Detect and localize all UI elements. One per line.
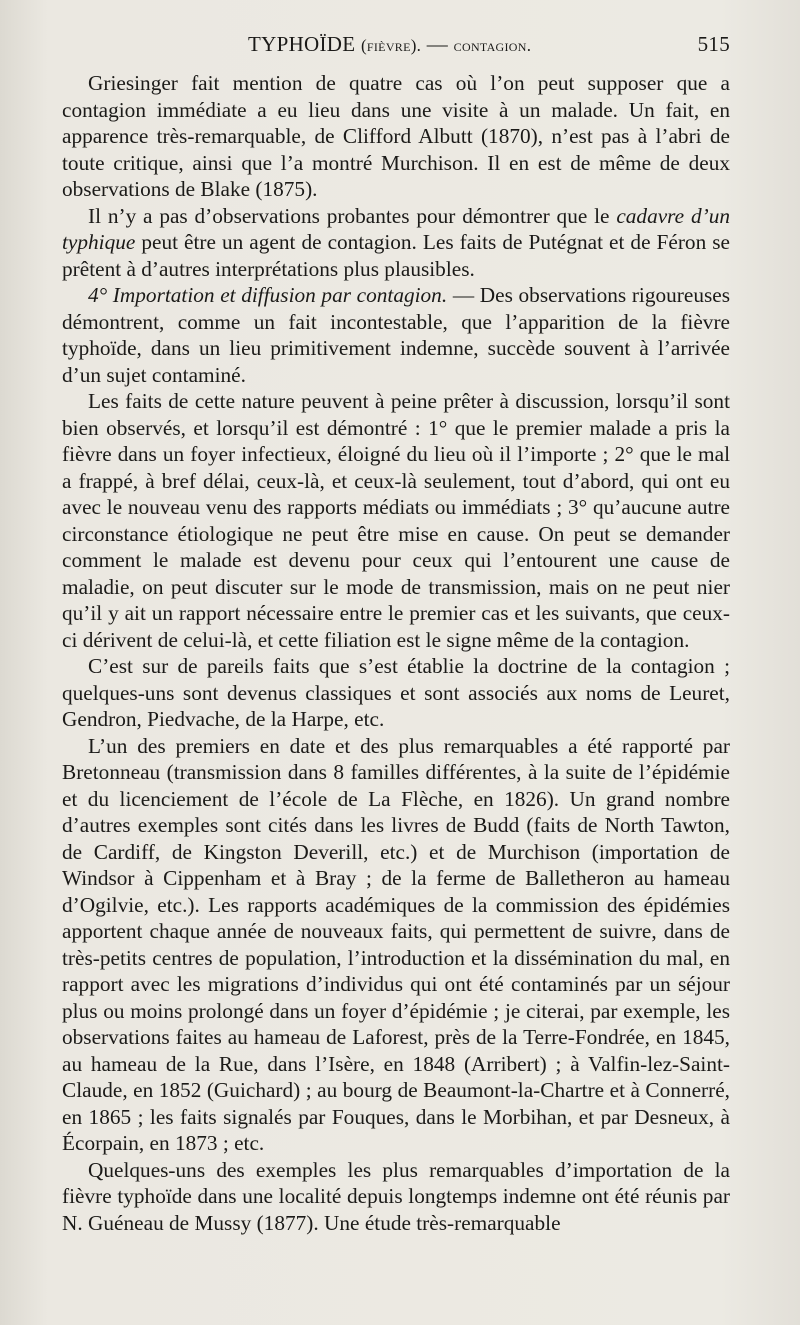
header-section: contagion. <box>453 36 532 55</box>
running-header <box>62 32 730 62</box>
paragraph: Quelques-uns des exemples les plus remarquables d’importation de la fièvre typhoïde dans une localité depuis longtemps indemne ont été réunis par N. Guéneau de Mussy (1877). Une étude très-remarquable <box>62 1157 730 1235</box>
paragraph: Griesinger fait mention de quatre cas où l’on peut supposer que a contagion immédiate a eu lieu dans une visite à un malade. Un fait, en apparence très-remarquable, de Clifford Albutt (1870), n’est pas à l’abri de toute critique, ainsi que l’a montré Murchison. Il en est de même de deux observations de Blake (1875). <box>62 71 730 201</box>
page-number: 515 <box>697 32 730 56</box>
paragraph: Les faits de cette nature peuvent à peine prêter à discussion, lorsqu’il sont bien observés, et lorsqu’il est démontré : 1° que le premier malade a pris la fièvre dans un foyer infectieux, éloigné du lieu où il l’importe ; 2° que le mal a frappé, à bref délai, ceux-là, et ceux-là seulement, tout d’abord, qui ont eu avec le nouveau venu des rapports médiats ou immédiats ; 3° qu’aucune autre circonstance étiologique ne peut être mise en cause. On peut se demander comment le malade est devenu pour ceux qui l’entourent une cause de maladie, on peut discuter sur le mode de transmission, mais on ne peut nier qu’il y ait un rapport nécessaire entre le premier cas et les suivants, que ceux-ci dérivent de celui-là, et cette filiation est le signe même de la contagion. <box>62 389 730 652</box>
italic-phrase: 4° Importation et diffusion par contagion. <box>88 283 448 307</box>
italic-phrase: cadavre d’un typhique <box>62 203 730 254</box>
paragraph: L’un des premiers en date et des plus remarquables a été rapporté par Bretonneau (transmission dans 8 familles différentes, à la suite de l’épidémie et du licenciement de l’école de La Flèche, en 1826). Un grand nombre d’autres exemples sont cités dans les livres de Budd (faits de North Tawton, de Cardiff, de Kingston Deverill, etc.) et de Murchison (importation de Windsor à Cippenham et à Bray ; de la ferme de Balletheron au hameau d’Ogilvie, etc.). Les rapports académiques de la commission des épidémies apportent chaque année de nouveaux faits, qui permettent de suivre, dans de très-petits centres de population, l’introduction et la dissémination du mal, en rapport avec les migrations d’individus qui ont été contaminés par un séjour plus ou moins prolongé dans un foyer d’épidémie ; je citerai, par exemple, les observations faites au hameau de Laforest, près de la Terre-Fondrée, en 1845, au hameau de la Rue, dans l’Isère, en 1848 (Arribert) ; à Valfin-lez-Saint-Claude, en 1852 (Guichard) ; au bourg de Beaumont-la-Chartre et à Connerré, en 1865 ; les faits signalés par Fouques, dans le Morbihan, et par Desneux, à Écorpain, en 1873 ; etc. <box>62 733 730 1155</box>
header-qualifier: (fièvre). <box>360 36 422 55</box>
body-text <box>62 70 730 1236</box>
paragraph: Il n’y a pas d’observations probantes pour démontrer que le cadavre d’un typhique peut être un agent de contagion. Les faits de Putégnat et de Féron se prêtent à d’autres interprétations plus plausibles. <box>62 203 730 281</box>
paragraph: C’est sur de pareils faits que s’est établie la doctrine de la contagion ; quelques-uns sont devenus classiques et sont associés aux noms de Leuret, Gendron, Piedvache, de la Harpe, etc. <box>62 654 730 731</box>
running-title <box>248 32 531 57</box>
header-title: TYPHOÏDE <box>248 32 356 56</box>
header-dash: — <box>426 32 449 56</box>
paragraph: 4° Importation et diffusion par contagion. — Des observations rigoureuses démontrent, comme un fait incontestable, que l’apparition de la fièvre typhoïde, dans un lieu primitivement indemne, succède souvent à l’arrivée d’un sujet contaminé. <box>62 283 731 387</box>
